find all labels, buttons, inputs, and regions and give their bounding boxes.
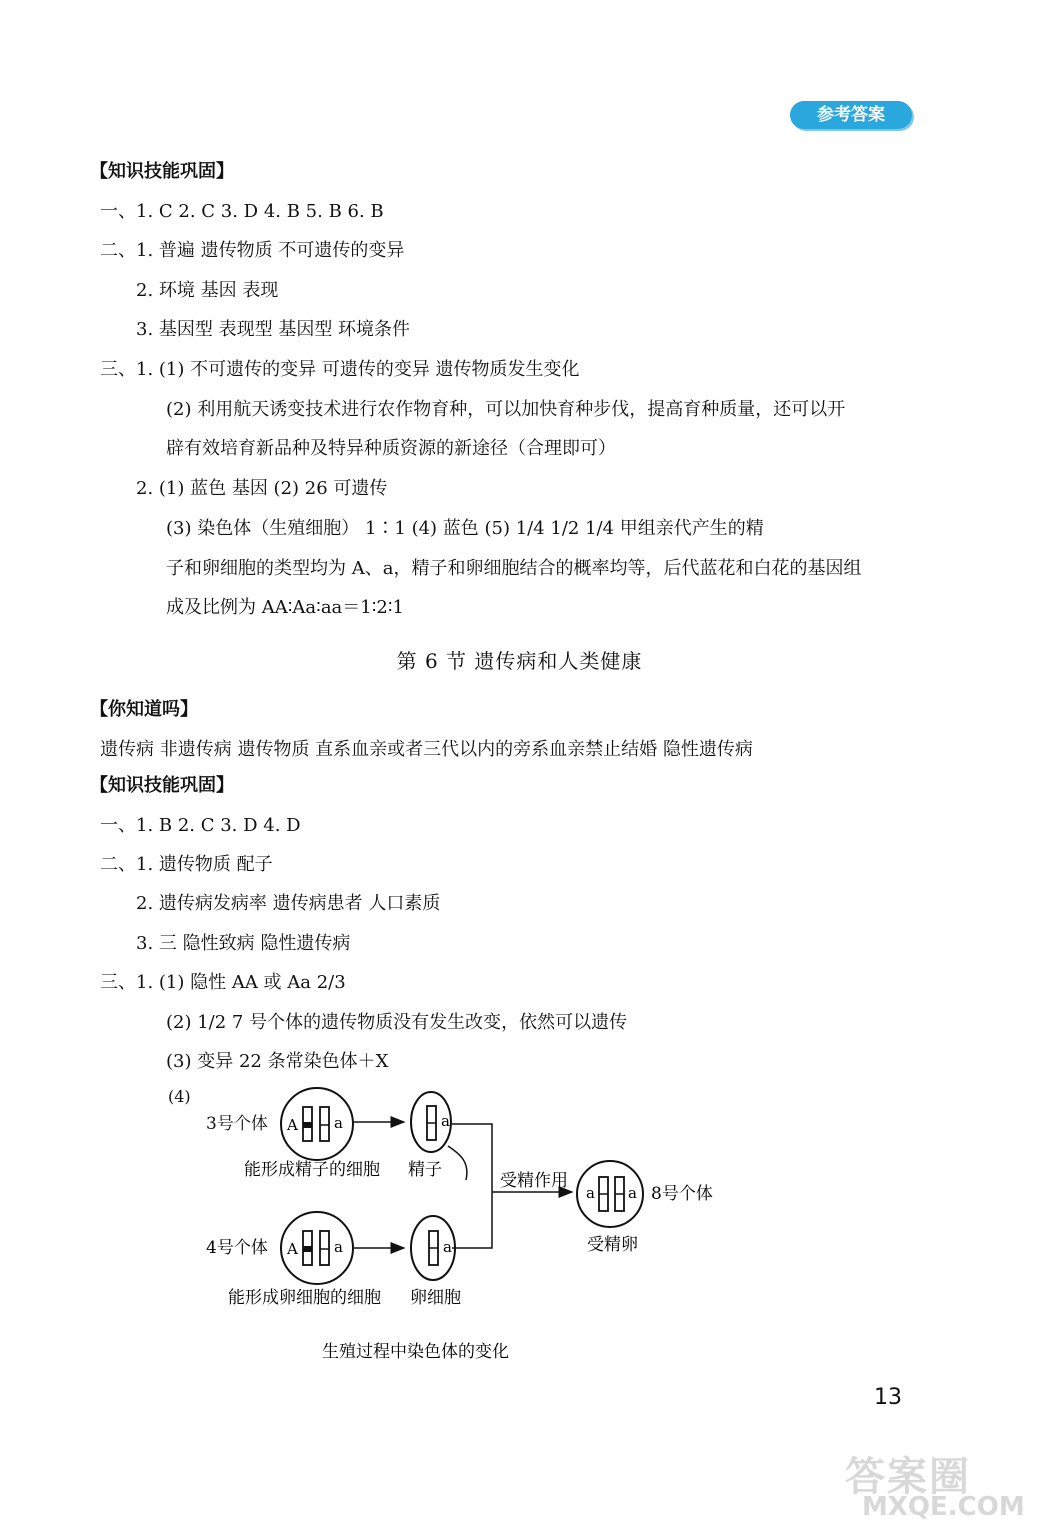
answer-line: (2) 1/2 7 号个体的遗传物质没有发生改变，依然可以遗传 <box>166 1012 628 1033</box>
allele-a-label: a <box>441 1112 450 1130</box>
answer-line: 一、1. B 2. C 3. D 4. D <box>100 815 301 836</box>
answer-line: 一、1. C 2. C 3. D 4. B 5. B 6. B <box>100 201 384 222</box>
label-individual-8: 8号个体 <box>651 1184 713 1204</box>
allele-a-label: a <box>334 1238 343 1256</box>
allele-A-label: A <box>287 1116 298 1134</box>
allele-A-label: A <box>287 1240 298 1258</box>
answer-line: 2. (1) 蓝色 基因 (2) 26 可遗传 <box>136 478 388 499</box>
answer-line: 二、1. 普遍 遗传物质 不可遗传的变异 <box>100 240 405 261</box>
allele-a-label: a <box>443 1238 452 1256</box>
answer-line: (3) 变异 22 条常染色体＋X <box>166 1051 389 1072</box>
answer-line: 子和卵细胞的类型均为 A、a，精子和卵细胞结合的概率均等，后代蓝花和白花的基因组 <box>166 558 862 579</box>
label-egg: 卵细胞 <box>410 1288 461 1308</box>
gene-band <box>303 1246 312 1252</box>
answer-line: 二、1. 遗传物质 配子 <box>100 854 273 875</box>
answer-line: 3. 基因型 表现型 基因型 环境条件 <box>136 319 411 340</box>
label-individual-4: 4号个体 <box>206 1238 268 1258</box>
watermark-logo: 答案圈 <box>845 1454 971 1500</box>
gene-band <box>303 1122 312 1128</box>
connector <box>452 1124 492 1248</box>
answer-line: 3. 三 隐性致病 隐性遗传病 <box>136 933 351 954</box>
allele-a-label: a <box>334 1114 343 1132</box>
heading-did-you-know: 【你知道吗】 <box>90 699 198 720</box>
label-sperm: 精子 <box>408 1160 442 1180</box>
heading-knowledge-1: 【知识技能巩固】 <box>90 161 234 182</box>
answer-line: 遗传病 非遗传病 遗传物质 直系血亲或者三代以内的旁系血亲禁止结婚 隐性遗传病 <box>100 739 753 760</box>
watermark-url: MXQE.COM <box>862 1492 1025 1522</box>
label-zygote: 受精卵 <box>587 1235 638 1255</box>
sperm-tail <box>448 1146 467 1180</box>
answer-line: 三、1. (1) 隐性 AA 或 Aa 2/3 <box>100 972 346 993</box>
answer-line: (2) 利用航天诱变技术进行农作物育种，可以加快育种步伐，提高育种质量，还可以开 <box>166 399 846 420</box>
label-individual-3: 3号个体 <box>206 1114 268 1134</box>
answer-line: 2. 遗传病发病率 遗传病患者 人口素质 <box>136 893 441 914</box>
answer-line: (3) 染色体（生殖细胞） 1∶1 (4) 蓝色 (5) 1/4 1/2 1/4 甲组亲代产生的精 <box>166 518 764 539</box>
allele-a-label: a <box>628 1184 637 1202</box>
page-number: 13 <box>874 1385 902 1410</box>
chromosome <box>320 1231 329 1265</box>
allele-a-label: a <box>586 1184 595 1202</box>
heading-knowledge-2: 【知识技能巩固】 <box>90 775 234 796</box>
answer-badge: 参考答案 <box>790 101 912 129</box>
answer-line: (4) <box>168 1087 191 1106</box>
answer-line: 三、1. (1) 不可遗传的变异 可遗传的变异 遗传物质发生变化 <box>100 359 580 380</box>
answer-line: 成及比例为 AA∶Aa∶aa＝1∶2∶1 <box>166 597 405 618</box>
answer-line: 2. 环境 基因 表现 <box>136 280 279 301</box>
answer-line: 辟有效培育新品种及特异种质资源的新途径（合理即可） <box>166 438 616 459</box>
section-title: 第 6 节 遗传病和人类健康 <box>396 649 643 673</box>
label-egg-mother-cell: 能形成卵细胞的细胞 <box>228 1288 381 1308</box>
label-sperm-mother-cell: 能形成精子的细胞 <box>244 1160 380 1180</box>
diagram-caption: 生殖过程中染色体的变化 <box>322 1342 509 1362</box>
chromosome <box>320 1107 329 1141</box>
label-fertilization: 受精作用 <box>500 1171 568 1191</box>
